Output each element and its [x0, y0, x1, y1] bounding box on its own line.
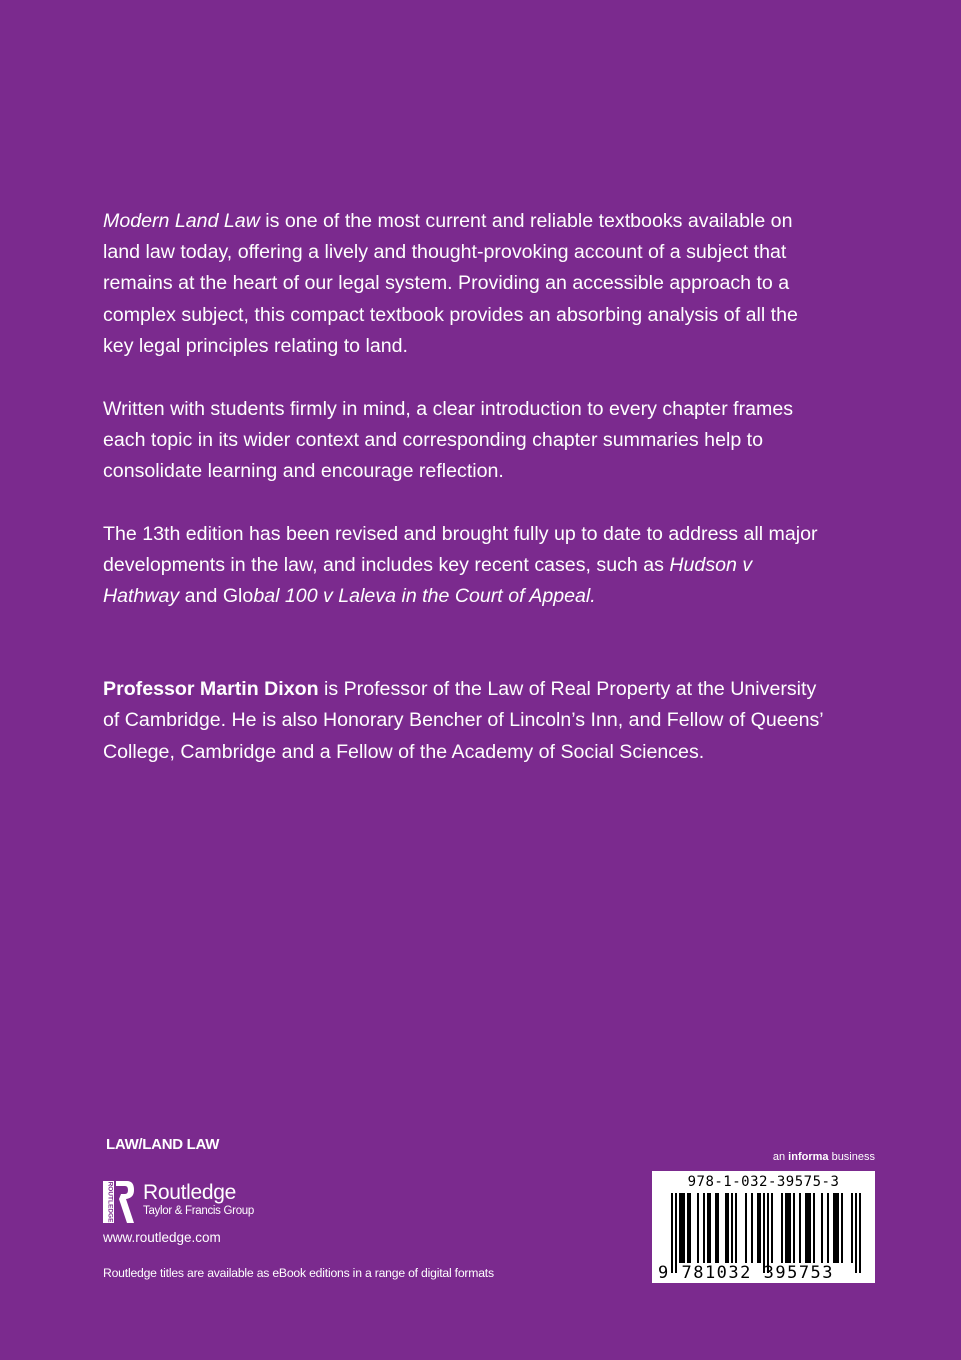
author-name: Professor Martin Dixon — [103, 678, 319, 701]
barcode-bar — [703, 1193, 705, 1263]
barcode-bar — [835, 1193, 837, 1263]
isbn-hyphenated: 978-1-032-39575-3 — [687, 1174, 840, 1190]
publisher-name: Routledge — [143, 1181, 237, 1204]
barcode-bar — [809, 1193, 811, 1263]
barcode-bar — [807, 1193, 809, 1263]
barcode-bar — [759, 1193, 761, 1263]
barcode-bar — [805, 1193, 807, 1263]
barcode-bar — [785, 1193, 787, 1263]
barcode-bar — [799, 1193, 801, 1263]
barcode-bar — [789, 1193, 791, 1263]
book-title: Modern Land Law — [103, 210, 260, 232]
barcode-bar — [709, 1193, 711, 1263]
case-name: Hudson v Hathway — [103, 553, 753, 608]
barcode-bar — [827, 1193, 829, 1263]
barcode-bar — [859, 1193, 861, 1273]
publisher-wordmark — [143, 1182, 254, 1218]
blurb-paragraph-edition: The 13th edition has been revised and brought fully up to date to address all major developments in the law, and includes key recent cases, such as Hudson v Hathway and Global 100 v Laleva in the Court of Appeal. — [103, 522, 818, 608]
barcode-bar — [707, 1193, 709, 1263]
author-bio: Professor Martin Dixon is Professor of the Law of Real Property at the University of Cambridge. He is also Honorary Bencher of Lincoln’s Inn, and Fellow of Queens’ College, Cambridge and a Fellow of the Academy of Social Sciences. — [103, 678, 823, 763]
case-name: bal 100 v Laleva in the Court of Appeal. — [253, 585, 596, 608]
ebook-note: Routledge titles are available as eBook editions in a range of digital formats — [103, 1266, 494, 1280]
barcode-bar — [731, 1193, 733, 1263]
barcode-bar — [679, 1193, 681, 1263]
barcode-bar — [837, 1193, 839, 1263]
barcode-bar — [751, 1193, 753, 1263]
barcode-bar — [689, 1193, 691, 1263]
informa-business-tag: an informa business — [772, 1151, 875, 1163]
barcode-bar — [851, 1193, 853, 1263]
barcode-bar — [671, 1193, 673, 1273]
routledge-logo-icon — [103, 1178, 135, 1226]
barcode-bar — [727, 1193, 729, 1263]
barcode-bar — [725, 1193, 727, 1263]
publisher-group: Taylor & Francis Group — [143, 1205, 254, 1217]
back-cover-blurb — [103, 206, 833, 799]
barcode-bar — [681, 1193, 683, 1263]
barcode-bar — [767, 1193, 769, 1273]
isbn-digits: 9 781032 395753 — [658, 1263, 835, 1283]
routledge-logo-vertical-text: ROUTLEDGE — [106, 1181, 114, 1223]
barcode-bar — [793, 1193, 795, 1263]
barcode-bar — [787, 1193, 789, 1263]
barcode-bar — [735, 1193, 737, 1263]
blurb-paragraph-intro: Modern Land Law is one of the most current and reliable textbooks available on land law today, offering a lively and thought-provoking account of a subject that remains at the heart of our legal system. Providing an accessible approach to a complex subject, this compact textbook provides an absorbing analysis of all the key legal principles relating to land. — [103, 210, 798, 357]
barcode-bar — [745, 1193, 747, 1263]
barcode-bar — [715, 1193, 717, 1263]
barcode-bar — [675, 1193, 677, 1273]
publisher-logo — [103, 1178, 254, 1228]
barcode-bar — [781, 1193, 783, 1263]
informa-brand: informa — [788, 1151, 829, 1163]
barcode-bar — [813, 1193, 815, 1263]
barcode-bar — [687, 1193, 689, 1263]
barcode-bar — [841, 1193, 843, 1263]
barcode-bar — [717, 1193, 719, 1263]
barcode-bar — [757, 1193, 759, 1263]
blurb-paragraph-students: Written with students firmly in mind, a clear introduction to every chapter frames each topic in its wider context and corresponding chapter summaries help to consolidate learning and encourage reflection. — [103, 397, 794, 482]
barcode-bar — [683, 1193, 685, 1263]
barcode-bar — [821, 1193, 823, 1263]
subject-category: LAW/LAND LAW — [106, 1136, 220, 1153]
publisher-website[interactable]: www.routledge.com — [103, 1230, 221, 1245]
barcode-bar — [833, 1193, 835, 1263]
barcode-bar — [771, 1193, 773, 1263]
isbn-barcode — [652, 1171, 875, 1283]
barcode-bar — [763, 1193, 765, 1273]
barcode-bar — [855, 1193, 857, 1273]
barcode-bar — [697, 1193, 699, 1263]
